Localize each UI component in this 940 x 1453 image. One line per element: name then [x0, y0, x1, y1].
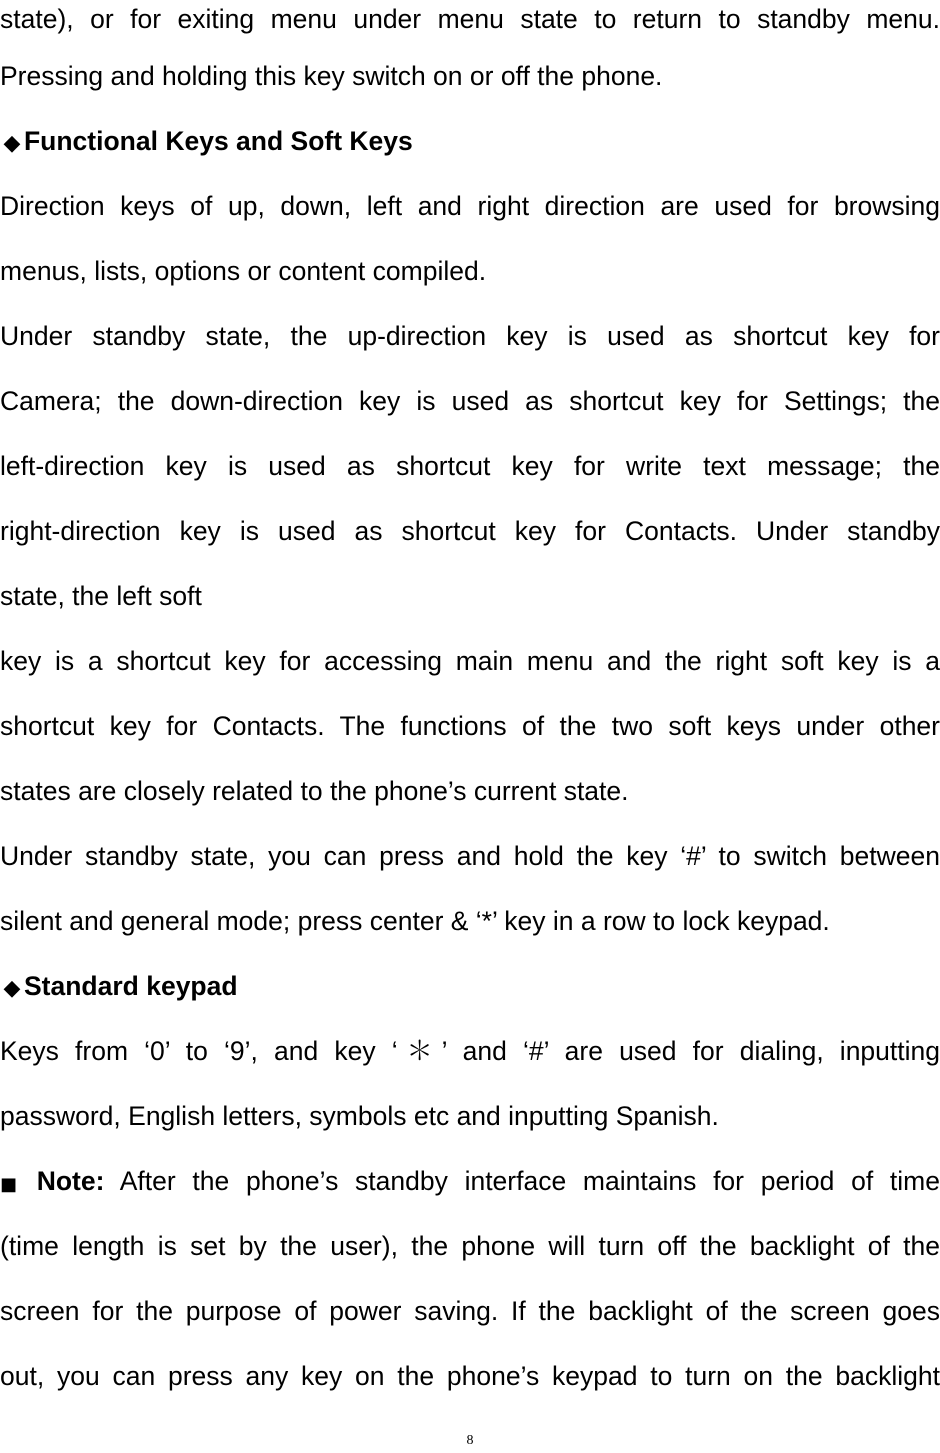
body-line: shortcut key for Contacts. The functions of the two soft keys under other	[0, 711, 940, 741]
note-line	[0, 1161, 940, 1201]
body-line: password, English letters, symbols etc and inputting Spanish.	[0, 1101, 719, 1131]
heading-text: Standard keypad	[24, 971, 238, 1001]
body-line: state), or for exiting menu under menu state to return to standby menu.	[0, 4, 940, 34]
body-line: right-direction key is used as shortcut key for Contacts. Under standby	[0, 516, 940, 546]
heading-text: Functional Keys and Soft Keys	[24, 126, 413, 156]
body-line: Direction keys of up, down, left and right direction are used for browsing	[0, 191, 940, 221]
square-bullet-icon: ■	[0, 1174, 18, 1195]
section-heading-standard-keypad	[0, 966, 940, 1006]
body-line: Under standby state, you can press and hold the key ‘#’ to switch between	[0, 841, 940, 871]
diamond-bullet-icon: ◆	[3, 131, 21, 156]
page-number: 8	[466, 1433, 474, 1448]
body-line: screen for the purpose of power saving. If the backlight of the screen goes	[0, 1296, 940, 1326]
body-line: Keys from ‘0’ to ‘9’, and key ‘＊’ and ‘#’ are used for dialing, inputting	[0, 1036, 940, 1066]
body-line: states are closely related to the phone’s current state.	[0, 776, 629, 806]
body-line: menus, lists, options or content compiled.	[0, 256, 487, 286]
body-line: out, you can press any key on the phone’s keypad to turn on the backlight	[0, 1361, 940, 1391]
body-line: key is a shortcut key for accessing main menu and the right soft key is a	[0, 646, 940, 676]
section-heading-functional-keys	[0, 121, 940, 161]
note-label: Note:	[36, 1166, 105, 1196]
body-line: left-direction key is used as shortcut key for write text message; the	[0, 451, 940, 481]
body-line: Camera; the down-direction key is used as shortcut key for Settings; the	[0, 386, 940, 416]
body-line: state, the left soft	[0, 581, 202, 611]
body-line: Under standby state, the up-direction key is used as shortcut key for	[0, 321, 940, 351]
body-line: silent and general mode; press center & ‘*’ key in a row to lock keypad.	[0, 906, 830, 936]
body-line: (time length is set by the user), the phone will turn off the backlight of the	[0, 1231, 940, 1261]
note-text: After the phone’s standby interface maintains for period of time	[119, 1166, 940, 1196]
diamond-bullet-icon: ◆	[3, 976, 21, 1001]
body-line: Pressing and holding this key switch on or off the phone.	[0, 61, 663, 91]
